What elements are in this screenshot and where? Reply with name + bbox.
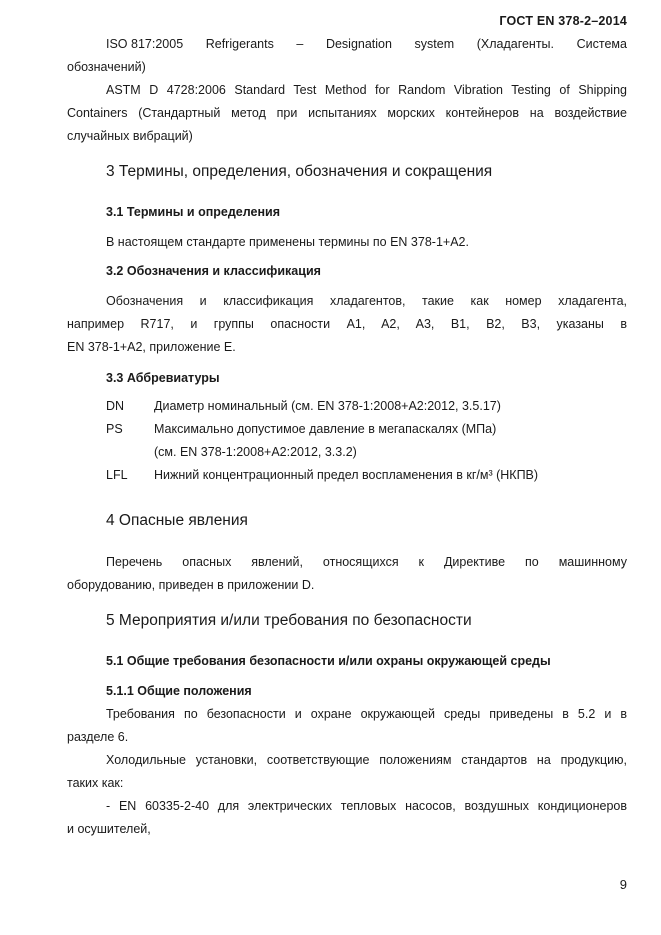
section-5-para-2-line-1: Холодильные установки, соответствующие положениям стандартов на продукцию, [106,753,627,767]
section-3-1-text: В настоящем стандарте применены термины по EN 378-1+A2. [106,235,469,249]
section-5-para-1-line-1: Требования по безопасности и охране окружающей среды приведены в 5.2 и в [106,707,627,721]
abbreviation-term: PS [106,422,123,436]
section-5-para-3-line-2: и осушителей, [67,822,151,836]
ref-astm-line-3: случайных вибраций) [67,129,193,143]
abbreviation-definition: Диаметр номинальный (см. EN 378-1:2008+A2:2012, 3.5.17) [154,399,501,413]
ref-iso-line-1: ISO 817:2005 Refrigerants – Designation system (Хладагенты. Система [106,37,627,51]
section-4-heading: 4 Опасные явления [106,512,248,529]
section-3-heading: 3 Термины, определения, обозначения и сокращения [106,163,493,180]
abbreviation-definition: Нижний концентрационный предел воспламенения в кг/м³ (НКПВ) [154,468,539,482]
section-5-para-2-line-2: таких как: [67,776,124,790]
section-5-heading: 5 Мероприятия и/или требования по безопасности [106,612,472,629]
abbreviation-term: DN [106,399,125,413]
section-5-para-3-line-1: - EN 60335-2-40 для электрических тепловых насосов, воздушных кондиционеров [106,799,627,813]
section-3-2-line-1: Обозначения и классификация хладагентов, такие как номер хладагента, [106,294,627,308]
section-3-2-line-3: EN 378-1+A2, приложение E. [67,340,236,354]
section-5-para-1-line-2: разделе 6. [67,730,129,744]
section-3-3-heading: 3.3 Аббревиатуры [106,371,220,385]
section-3-1-heading: 3.1 Термины и определения [106,205,280,219]
abbreviation-definition-continuation: (см. EN 378-1:2008+A2:2012, 3.3.2) [154,445,357,459]
section-4-line-1: Перечень опасных явлений, относящихся к Директиве по машинному [106,555,627,569]
abbreviation-term: LFL [106,468,128,482]
section-5-1-1-heading: 5.1.1 Общие положения [106,684,252,698]
section-3-2-heading: 3.2 Обозначения и классификация [106,264,321,278]
section-5-1-heading: 5.1 Общие требования безопасности и/или охраны окружающей среды [106,654,551,668]
abbreviation-definition: Максимально допустимое давление в мегапаскалях (МПа) [154,422,497,436]
section-4-line-2: оборудованию, приведен в приложении D. [67,578,315,592]
ref-astm-line-2: Containers (Стандартный метод при испытаниях морских контейнеров на воздействие [67,106,627,120]
ref-iso-line-2: обозначений) [67,60,146,74]
ref-astm-line-1: ASTM D 4728:2006 Standard Test Method for Random Vibration Testing of Shipping [106,83,627,97]
page-number: 9 [619,877,627,892]
document-header-id: ГОСТ EN 378-2–2014 [499,14,627,28]
section-3-2-line-2: например R717, и группы опасности A1, A2, A3, B1, B2, B3, указаны в [67,317,627,331]
